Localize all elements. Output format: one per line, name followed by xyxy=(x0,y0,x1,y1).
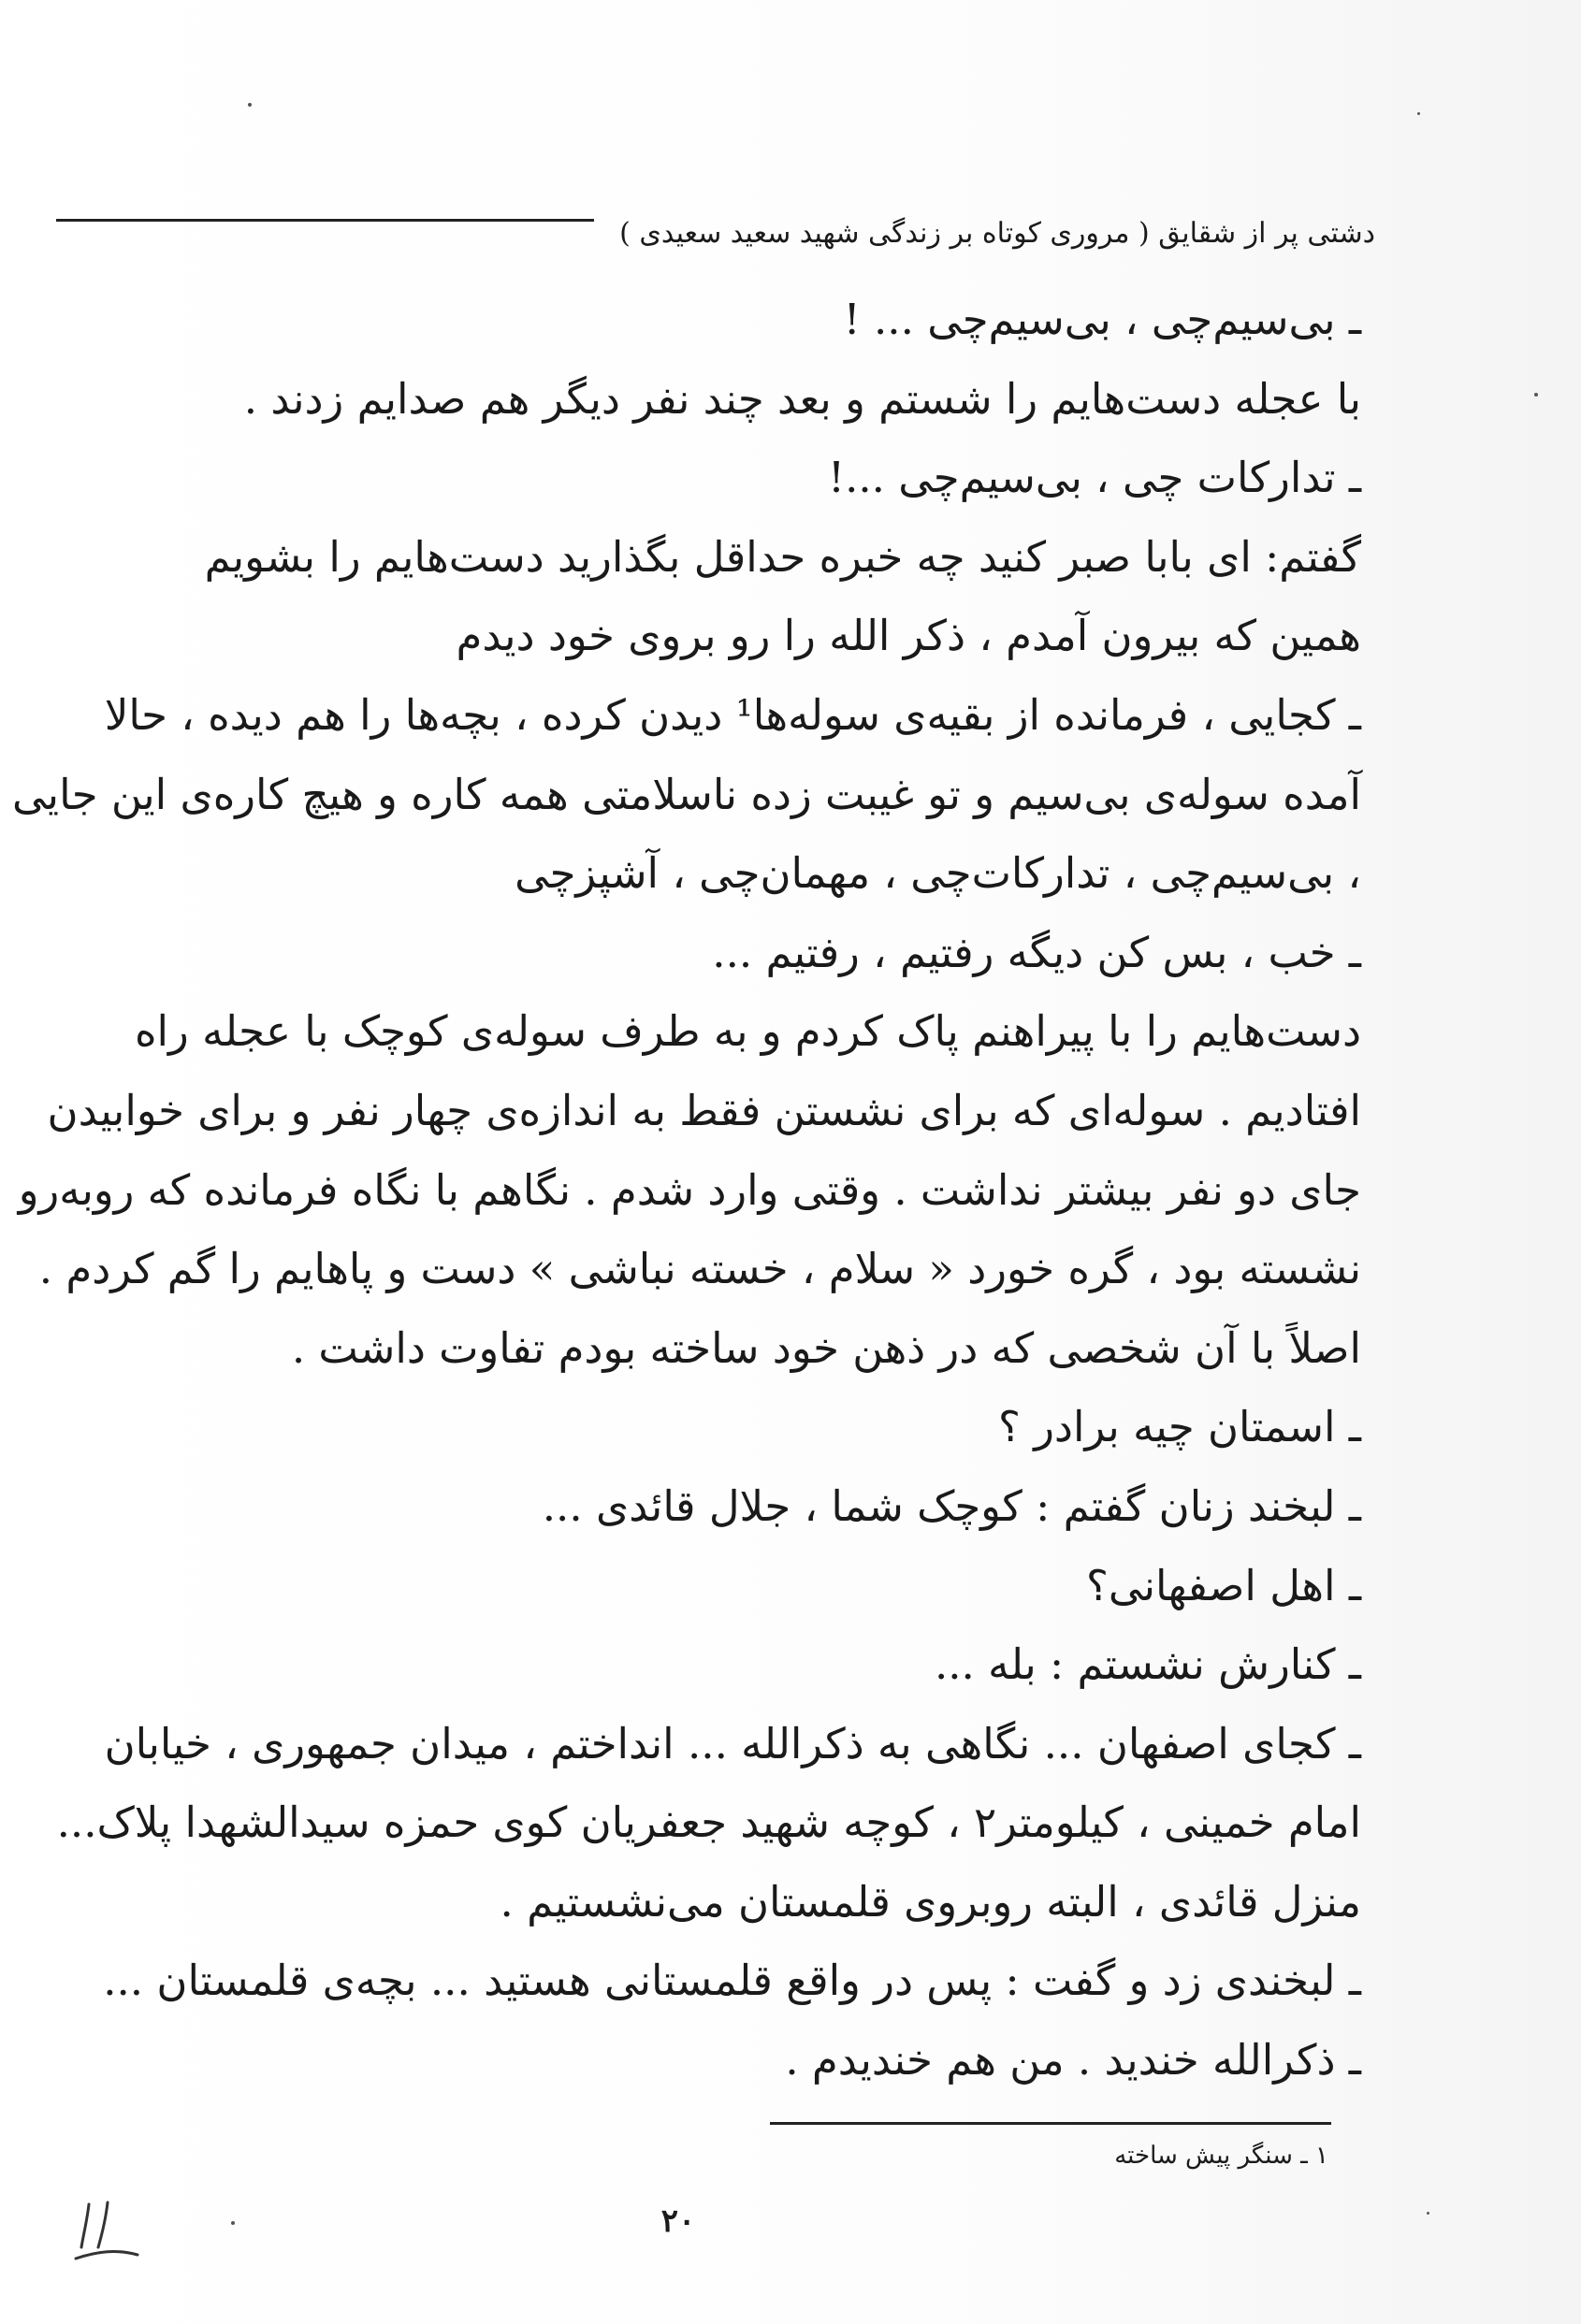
scan-speck xyxy=(1427,2212,1429,2215)
text-line: جای دو نفر بیشتر نداشت . وقتی وارد شدم . نگاهم با نگاه فرمانده که روبه‌رو xyxy=(18,1164,1361,1215)
footnote: ۱ ـ سنگر پیش ساخته xyxy=(1114,2142,1328,2170)
scan-speck xyxy=(1417,112,1420,115)
text-line: افتادیم . سوله‌ای که برای نشستن فقط به اندازه‌ی چهار نفر و برای خوابیدن xyxy=(47,1085,1361,1135)
text-line: ، بی‌سیم‌چی ، تدارکات‌چی ، مهمان‌چی ، آشپزچی xyxy=(515,848,1361,899)
text-line: امام خمینی ، کیلومتر۲ ، کوچه شهید جعفریان کوی حمزه سیدالشهدا پلاک... xyxy=(56,1797,1361,1848)
page-number: ۲۰ xyxy=(660,2202,696,2240)
header-rule xyxy=(56,219,594,222)
text-line: آمده سوله‌ی بی‌سیم و تو غیبت زده ناسلامتی همه کاره و هیچ کاره‌ی این جایی xyxy=(12,769,1361,819)
text-line: دست‌هایم را با پیراهنم پاک کردم و به طرف سوله‌ی کوچک با عجله راه xyxy=(134,1006,1361,1057)
scan-speck xyxy=(1534,393,1538,397)
footnote-rule xyxy=(770,2122,1331,2125)
text-line: نشسته بود ، گره خورد « سلام ، خسته نباشی » دست و پاهایم را گم کردم . xyxy=(38,1244,1361,1294)
scan-speck xyxy=(231,2221,235,2225)
text-line: ـ کجای اصفهان ... نگاهی به ذکرالله ... انداختم ، میدان جمهوری ، خیابان xyxy=(104,1718,1361,1768)
handwritten-page-mark xyxy=(70,2193,145,2268)
text-line: با عجله دست‌هایم را شستم و بعد چند نفر دیگر هم صدایم زدند . xyxy=(243,373,1361,424)
body-text xyxy=(12,281,1361,2100)
text-line: ـ لبخند زنان گفتم : کوچک شما ، جلال قائدی ... xyxy=(542,1480,1361,1531)
text-line: همین که بیرون آمدم ، ذکر الله را رو بروی خود دیدم xyxy=(456,611,1361,661)
text-line: اصلاً با آن شخصی که در ذهن خود ساخته بودم تفاوت داشت . xyxy=(291,1322,1361,1373)
text-line: ـ اسمتان چیه برادر ؟ xyxy=(998,1402,1361,1452)
text-line: ـ اهل اصفهانی؟ xyxy=(1086,1560,1361,1610)
text-line: ـ لبخندی زد و گفت : پس در واقع قلمستانی هستید ... بچه‌ی قلمستان ... xyxy=(103,1956,1361,2006)
text-line: ـ کجایی ، فرمانده از بقیه‌ی سوله‌ها¹ دیدن کرده ، بچه‌ها را هم دیده ، حالا xyxy=(104,689,1361,740)
text-line: ـ تدارکات چی ، بی‌سیم‌چی ...! xyxy=(827,453,1361,503)
scan-speck xyxy=(248,103,252,107)
header-title: دشتی پر از شقایق ( مروری کوتاه بر زندگی شهید سعید سعیدی ) xyxy=(619,217,1375,250)
text-line: ـ خب ، بس کن دیگه رفتیم ، رفتیم ... xyxy=(712,927,1361,977)
text-line: ـ بی‌سیم‌چی ، بی‌سیم‌چی ... ! xyxy=(843,295,1361,344)
running-header xyxy=(56,206,1375,271)
text-line: ـ کنارش نشستم : بله ... xyxy=(934,1639,1361,1690)
text-line: گفتم: ای بابا صبر کنید چه خبره حداقل بگذارید دست‌هایم را بشویم xyxy=(204,531,1361,582)
text-line: منزل قائدی ، البته روبروی قلمستان می‌نشستیم . xyxy=(500,1876,1361,1927)
text-line: ـ ذکرالله خندید . من هم خندیدم . xyxy=(785,2035,1361,2086)
